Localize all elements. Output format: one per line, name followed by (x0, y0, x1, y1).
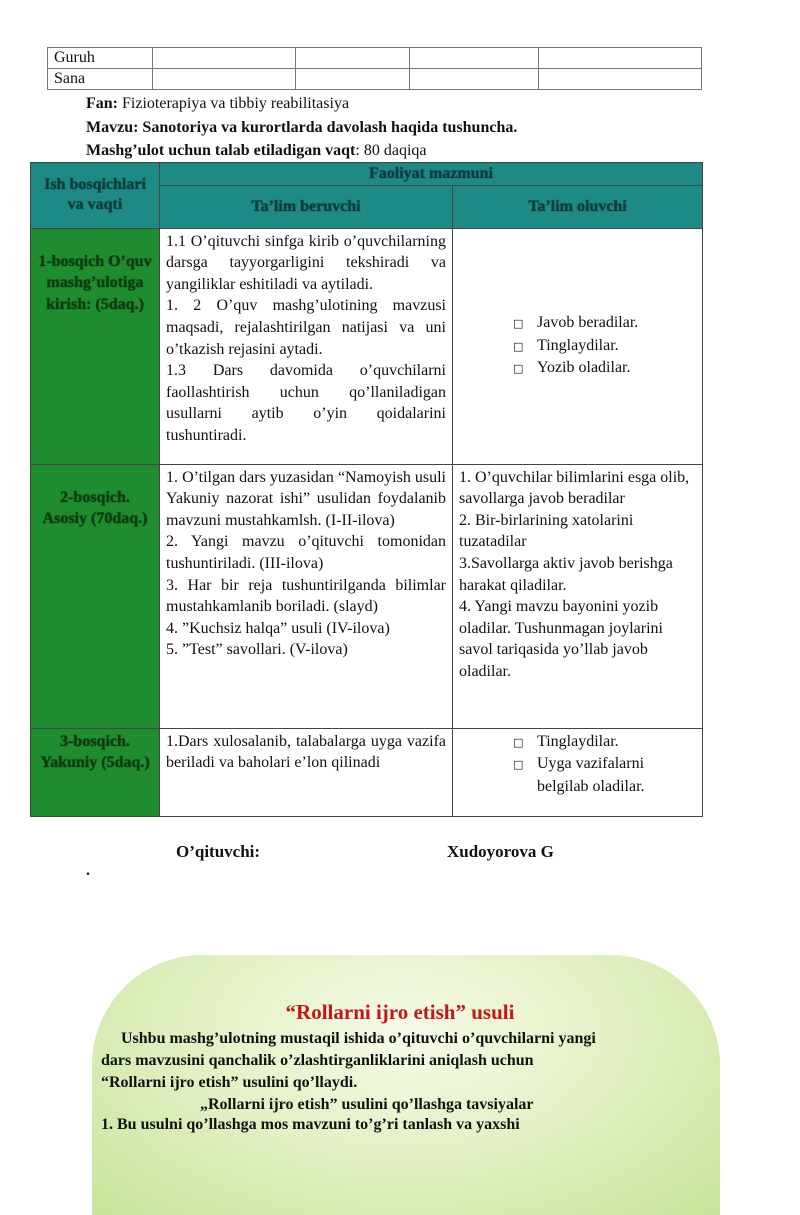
teacher-cell (160, 464, 453, 728)
table-header-row (31, 163, 703, 186)
lesson-plan-table (30, 162, 703, 817)
table-row (31, 228, 703, 464)
method-item: 1. Bu usulni qo’llashga mos mavzuni to’g’ri tanlash va yaxshi (101, 1116, 520, 1133)
subject-line (86, 93, 349, 115)
method-title: “Rollarni ijro etish” usuli (285, 1000, 515, 1024)
teacher-step: 3. Har bir reja tushuntirilganda bilimlar mustahkamlanib boriladi. (slayd) (166, 576, 446, 616)
activity-group-header: Faoliyat mazmuni (160, 163, 703, 186)
student-step: 1. O’quvchilar bilimlarini esga olib, savollarga javob beradilar (459, 468, 690, 508)
topic-label: Mavzu: Sanotoriya va kurortlarda davolash haqida tushuncha. (86, 119, 518, 136)
date-label: Sana (48, 69, 153, 90)
student-cell (453, 464, 703, 728)
stage-cell: 1-bosqich O’quv mashg’ulotiga kirish: (5daq.) (31, 228, 160, 464)
teacher-step: 1.1 O’qituvchi sinfga kirib o’quvchilarning darsga tayyorgarligini tekshiradi va yangiliklar eshitiladi va aytiladi. (166, 232, 446, 293)
teacher-step: 5. ”Test” savollari. (V-ilova) (166, 641, 348, 659)
student-step: 2. Bir-birlarining xatolarini tuzatadilar (459, 511, 634, 551)
bullet-icon: □ (513, 362, 524, 376)
teacher-step: 1.3 Dars davomida o’quvchilarni faollashtirish uchun qo’llaniladigan usullarni aytib o’yin qoidalarini tushuntiradi. (166, 362, 446, 444)
topic-line (86, 117, 517, 139)
stage-column-header: Ish bosqichlari va vaqti (31, 163, 160, 229)
student-list (513, 731, 696, 798)
bullet-icon: □ (513, 339, 524, 353)
list-item: □ Javob beradilar. (513, 312, 696, 335)
list-item: □ Yozib oladilar. (513, 357, 696, 380)
method-paragraph-line: Ushbu mashg’ulotning mustaqil ishida o’qituvchi o’quvchilarni yangi (121, 1030, 596, 1047)
table-row (31, 464, 703, 728)
student-column-header: Ta’lim oluvchi (453, 185, 703, 228)
list-item: □ Uyga vazifalarni belgilab oladilar. (513, 755, 645, 795)
stage-cell: 3-bosqich. Yakuniy (5daq.) (31, 728, 160, 816)
teacher-column-header: Ta’lim beruvchi (160, 185, 453, 228)
bullet-icon: □ (513, 317, 524, 331)
teacher-cell (160, 228, 453, 464)
time-value: : 80 daqiqa (355, 142, 427, 159)
time-label: Mashg’ulot uchun talab etiladigan vaqt (86, 142, 356, 159)
group-label: Guruh (48, 48, 153, 69)
teacher-name: Xudoyorova G (447, 842, 554, 861)
teacher-step: 1.Dars xulosalanib, talabalarga uyga vazifa beriladi va baholari e’lon qilinadi (166, 732, 446, 772)
student-step: 4. Yangi mavzu bayonini yozib oladilar. Tushunmagan joylarini savol tariqasida yo’llab javob oladilar. (459, 598, 663, 680)
teacher-cell (160, 728, 453, 816)
group-date-table (47, 47, 702, 90)
bullet-icon: □ (513, 758, 524, 772)
table-row (48, 69, 702, 90)
teacher-step: 2. Yangi mavzu o’qituvchi tomonidan tushuntiriladi. (III-ilova) (166, 533, 446, 572)
student-cell (453, 728, 703, 816)
student-cell (453, 228, 703, 464)
subject-value: Fizioterapiya va tibbiy reabilitasiya (118, 95, 350, 112)
list-item: □ Tinglaydilar. (513, 335, 696, 358)
stage-cell: 2-bosqich. Asosiy (70daq.) (31, 464, 160, 728)
subject-label: Fan: (86, 95, 118, 112)
method-subtitle: „Rollarni ijro etish” usulini qo’llashga tavsiyalar (200, 1096, 534, 1113)
table-row (48, 48, 702, 69)
method-paragraph-line: dars mavzusini qanchalik o’zlashtirganliklarini aniqlash uchun (101, 1052, 534, 1069)
list-item: □ Tinglaydilar. (513, 731, 696, 754)
bullet-icon: □ (513, 735, 524, 749)
table-row (31, 728, 703, 816)
teacher-step: 1. 2 O’quv mashg’ulotining mavzusi maqsadi, rejalashtirilgan natijasi va uni o’tkazish rejasini aytadi. (166, 297, 446, 358)
time-line (86, 140, 426, 162)
teacher-step: 1. O’tilgan dars yuzasidan “Namoyish usuli Yakuniy nazorat ishi” usulidan foydalanib mavzuni mustahkamlsh. (I-II-ilova) (166, 468, 446, 529)
method-paragraph-line: “Rollarni ijro etish” usulini qo’llaydi. (101, 1074, 358, 1091)
teacher-step: 4. ”Kuchsiz halqa” usuli (IV-ilova) (166, 619, 390, 637)
student-step: 3.Savollarga aktiv javob berishga harakat qiladilar. (459, 554, 673, 594)
teacher-role: O’qituvchi: (176, 842, 261, 861)
stray-dot: . (86, 862, 90, 879)
student-list (513, 312, 696, 380)
